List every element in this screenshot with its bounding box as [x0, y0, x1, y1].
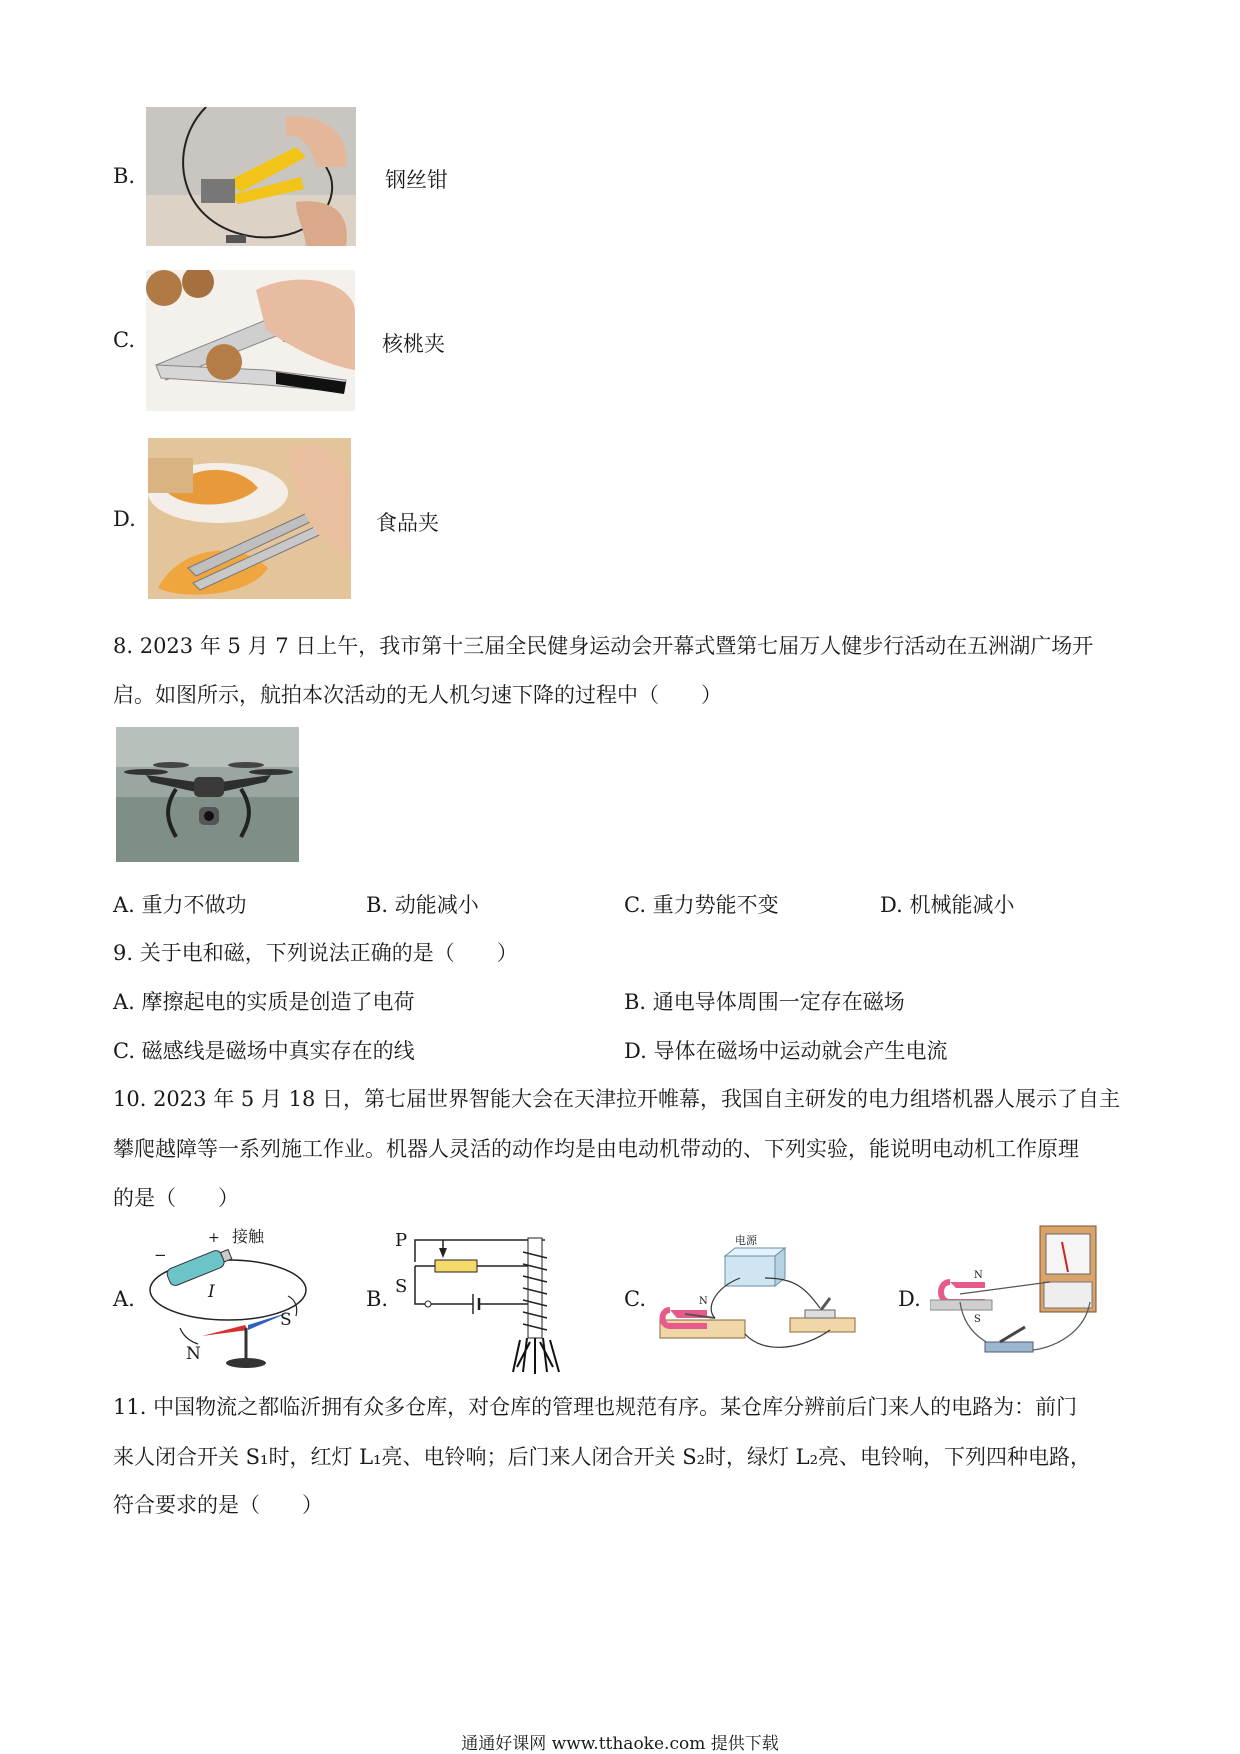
- option-letter: C.: [113, 328, 135, 352]
- page-footer: 通通好课网 www.tthaoke.com 提供下载: [461, 1734, 779, 1754]
- plus-label: +: [208, 1230, 220, 1246]
- answer-option-a: A. 重力不做功: [113, 893, 247, 917]
- switch-s-label: S: [395, 1276, 408, 1297]
- question-stem-line: 10. 2023 年 5 月 18 日，第七届世界智能大会在天津拉开帷幕，我国自主研发的电力组塔机器人展示了自主: [113, 1087, 1120, 1111]
- motor-principle-diagram: [655, 1234, 865, 1358]
- answer-option-b: B. 动能减小: [366, 893, 479, 917]
- option-caption: 食品夹: [376, 511, 439, 535]
- electromagnet-diagram: [395, 1232, 575, 1374]
- oersted-experiment-diagram: [140, 1228, 310, 1373]
- induction-galvanometer-diagram: [930, 1222, 1102, 1372]
- south-label: S: [280, 1310, 292, 1330]
- minus-label: −: [154, 1246, 167, 1264]
- question-stem-line: 来人闭合开关 S₁时，红灯 L₁亮、电铃响；后门来人闭合开关 S₂时，绿灯 L₂亮、电铃响，下列四种电路，: [113, 1445, 1092, 1469]
- question-stem-line: 符合要求的是（ ）: [113, 1493, 323, 1517]
- question-stem-line: 8. 2023 年 5 月 7 日上午，我市第十三届全民健身运动会开幕式暨第七届万人健步行活动在五洲湖广场开: [113, 634, 1094, 658]
- option-caption: 钢丝钳: [385, 168, 448, 192]
- answer-option-b: B. 通电导体周围一定存在磁场: [624, 990, 905, 1014]
- option-letter: D.: [113, 507, 136, 531]
- answer-option-a: A. 摩擦起电的实质是创造了电荷: [113, 990, 415, 1014]
- north-label: N: [699, 1296, 708, 1307]
- north-label: N: [186, 1344, 201, 1364]
- option-letter: C.: [624, 1287, 646, 1311]
- question-stem-line: 启。如图所示，航拍本次活动的无人机匀速下降的过程中（ ）: [113, 683, 722, 707]
- answer-option-c: C. 磁感线是磁场中真实存在的线: [113, 1039, 415, 1063]
- drone-photo-icon: [116, 727, 299, 862]
- option-caption: 核桃夹: [382, 332, 445, 356]
- slider-p-label: P: [395, 1230, 408, 1251]
- contact-label: 接触: [232, 1227, 265, 1246]
- answer-option-d: D. 机械能减小: [880, 893, 1015, 917]
- pliers-photo-icon: [146, 107, 356, 246]
- answer-option-c: C. 重力势能不变: [624, 893, 779, 917]
- option-letter: B.: [366, 1287, 389, 1311]
- option-letter: B.: [113, 164, 136, 188]
- power-source-label: 电源: [735, 1234, 757, 1247]
- option-letter: D.: [898, 1287, 921, 1311]
- question-stem-line: 的是（ ）: [113, 1186, 239, 1210]
- north-label: N: [974, 1270, 983, 1281]
- south-label: S: [974, 1314, 981, 1325]
- nutcracker-photo-icon: [146, 270, 355, 411]
- current-label: I: [208, 1282, 215, 1302]
- question-stem-line: 11. 中国物流之都临沂拥有众多仓库，对仓库的管理也规范有序。某仓库分辨前后门来人的电路为：前门: [113, 1395, 1078, 1419]
- question-stem-line: 攀爬越障等一系列施工作业。机器人灵活的动作均是由电动机带动的、下列实验，能说明电动机工作原理: [113, 1137, 1079, 1161]
- answer-option-d: D. 导体在磁场中运动就会产生电流: [624, 1039, 948, 1063]
- question-stem: 9. 关于电和磁，下列说法正确的是（ ）: [113, 941, 518, 965]
- option-letter: A.: [113, 1287, 135, 1311]
- food-tongs-photo-icon: [148, 438, 351, 599]
